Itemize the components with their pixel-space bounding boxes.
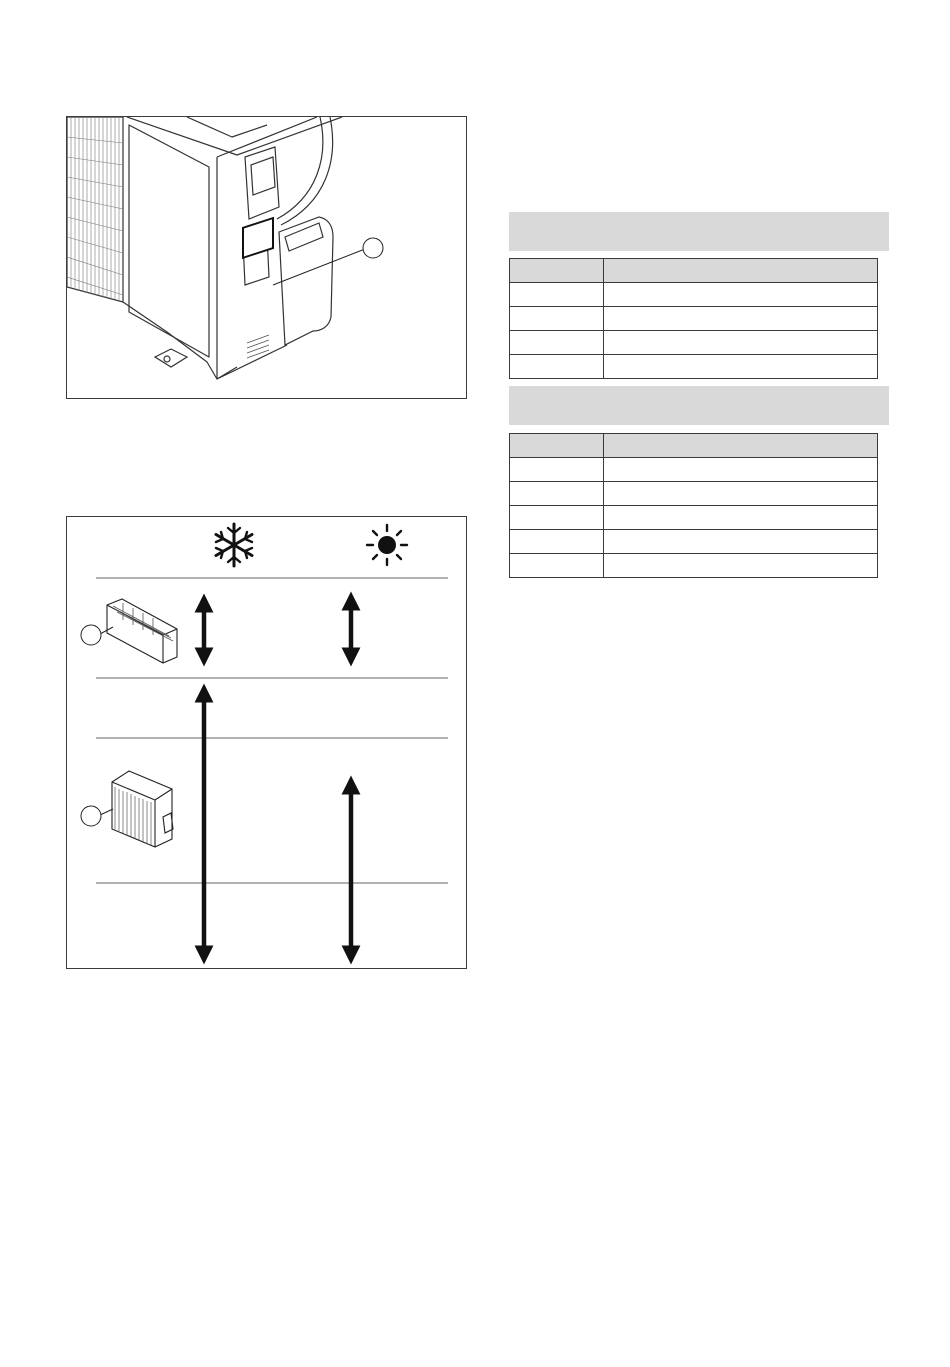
table-row [510, 530, 878, 554]
table-2-heading [509, 386, 889, 425]
table-header-cell [510, 434, 604, 458]
table-header-cell [510, 259, 604, 283]
table-cell [510, 506, 604, 530]
outdoor-unit-illustration [67, 117, 467, 399]
table-cell [604, 283, 878, 307]
table-cell [604, 554, 878, 578]
table-header-row [510, 259, 878, 283]
table-row [510, 307, 878, 331]
indoor-unit-icon [107, 599, 177, 663]
table-header-row [510, 434, 878, 458]
table-row [510, 355, 878, 379]
piping-range-figure [66, 516, 467, 969]
sun-icon [367, 525, 407, 565]
rating-label-icon [243, 218, 273, 358]
table-cell [604, 458, 878, 482]
table-cell [510, 355, 604, 379]
callout-circle [363, 238, 383, 258]
table-cell [510, 307, 604, 331]
spec-table-2 [509, 433, 878, 578]
callout-leader-line [273, 249, 365, 285]
table-row [510, 331, 878, 355]
table-1-heading [509, 212, 889, 251]
table-cell [604, 530, 878, 554]
table-cell [604, 482, 878, 506]
table-header-cell [604, 259, 878, 283]
table-cell [604, 307, 878, 331]
table-cell [604, 506, 878, 530]
table-cell [510, 458, 604, 482]
piping-range-diagram [67, 517, 467, 969]
table-row [510, 482, 878, 506]
callout-circle-indoor [81, 625, 101, 645]
table-cell [510, 482, 604, 506]
table-row [510, 283, 878, 307]
table-cell [510, 283, 604, 307]
table-row [510, 458, 878, 482]
table-row [510, 554, 878, 578]
snowflake-icon [216, 524, 252, 566]
outdoor-unit-icon [112, 771, 173, 847]
table-row [510, 506, 878, 530]
callout-circle-outdoor [81, 806, 101, 826]
table-cell [510, 530, 604, 554]
table-cell [604, 355, 878, 379]
outdoor-unit-figure [66, 116, 467, 399]
table-cell [510, 331, 604, 355]
table-cell [604, 331, 878, 355]
table-cell [510, 554, 604, 578]
spec-table-1 [509, 258, 878, 379]
table-header-cell [604, 434, 878, 458]
